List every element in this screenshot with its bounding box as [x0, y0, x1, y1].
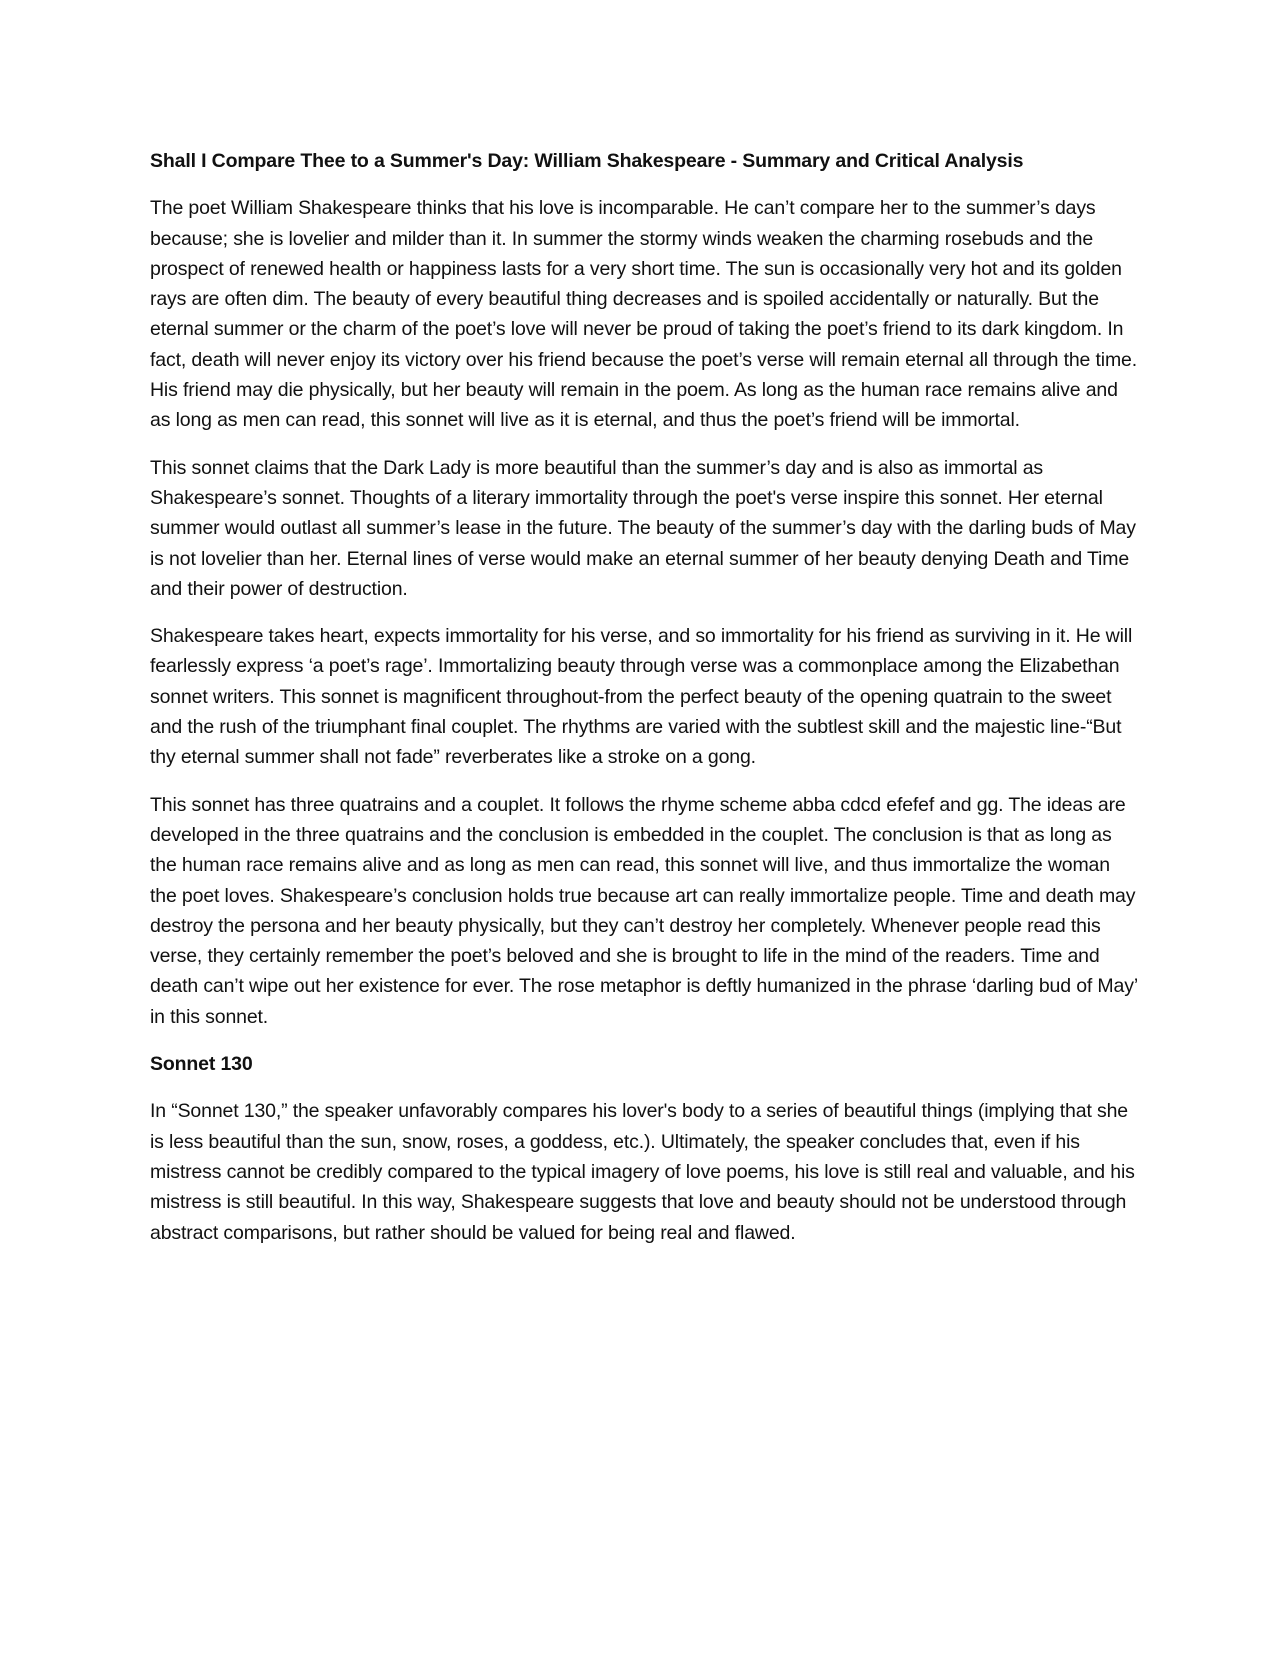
paragraph-structure: This sonnet has three quatrains and a couplet. It follows the rhyme scheme abba cdcd efefef and gg. The ideas are developed in the three quatrains and the conclusion is embedded in the couplet. The conclusion is that as long as the human race remains alive and as long as men can read, this sonnet will live, and thus immortalize the woman the poet loves. Shakespeare’s conclusion holds true because art can really immortalize people. Time and death may destroy the persona and her beauty physically, but they can’t destroy her completely. Whenever people read this verse, they certainly remember the poet’s beloved and she is brought to life in the mind of the readers. Time and death can’t wipe out her existence for ever. The rose metaphor is deftly humanized in the phrase ‘darling bud of May’ in this sonnet. [150, 793, 1138, 1028]
document-title: Shall I Compare Thee to a Summer's Day: William Shakespeare - Summary and Critical Analysis [150, 150, 1024, 172]
document-page [150, 146, 1140, 1265]
section-heading-sonnet-130: Sonnet 130 [150, 1053, 253, 1076]
paragraph-dark-lady: This sonnet claims that the Dark Lady is more beautiful than the summer’s day and is also as immortal as Shakespeare’s sonnet. Thoughts of a literary immortality through the poet's verse inspire this sonnet. Her eternal summer would outlast all summer’s lease in the future. The beauty of the summer’s day with the darling buds of May is not lovelier than her. Eternal lines of verse would make an eternal summer of her beauty denying Death and Time and their power of destruction. [150, 456, 1136, 600]
paragraph-sonnet-130: In “Sonnet 130,” the speaker unfavorably compares his lover's body to a series of beautiful things (implying that she is less beautiful than the sun, snow, roses, a goddess, etc.). Ultimately, the speaker concludes that, even if his mistress cannot be credibly compared to the typical imagery of love poems, his love is still real and valuable, and his mistress is still beautiful. In this way, Shakespeare suggests that love and beauty should not be understood through abstract comparisons, but rather should be valued for being real and flawed. [150, 1100, 1135, 1244]
paragraph-summary: The poet William Shakespeare thinks that his love is incomparable. He can’t compare her to the summer’s days because; she is lovelier and milder than it. In summer the stormy winds weaken the charming rosebuds and the prospect of renewed health or happiness lasts for a very short time. The sun is occasionally very hot and its golden rays are often dim. The beauty of every beautiful thing decreases and is spoiled accidentally or naturally. But the eternal summer or the charm of the poet’s love will never be proud of taking the poet’s friend to its dark kingdom. In fact, death will never enjoy its victory over his friend because the poet’s verse will remain eternal all through the time. His friend may die physically, but her beauty will remain in the poem. As long as the human race remains alive and as long as men can read, this sonnet will live as it is eternal, and thus the poet’s friend will be immortal. [150, 197, 1138, 432]
paragraph-immortality: Shakespeare takes heart, expects immortality for his verse, and so immortality for his friend as surviving in it. He will fearlessly express ‘a poet’s rage’. Immortalizing beauty through verse was a commonplace among the Elizabethan sonnet writers. This sonnet is magnificent throughout-from the perfect beauty of the opening quatrain to the sweet and the rush of the triumphant final couplet. The rhythms are varied with the subtlest skill and the majestic line-“But thy eternal summer shall not fade” reverberates like a stroke on a gong. [150, 625, 1133, 769]
